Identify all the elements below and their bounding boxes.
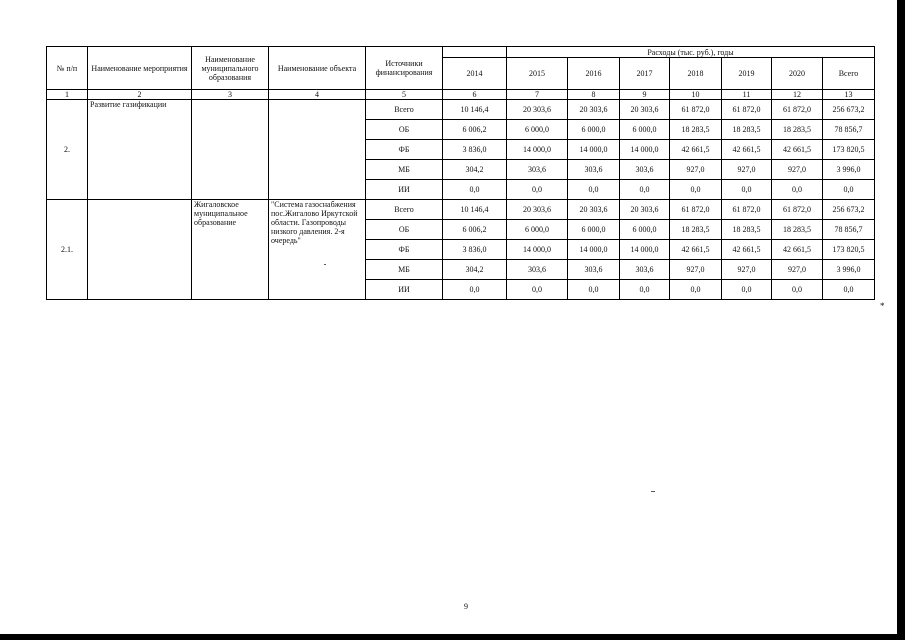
- year-value-cell: 927,0: [670, 260, 722, 280]
- scan-speck: [651, 491, 655, 492]
- year-value-cell: 18 283,5: [670, 220, 722, 240]
- year-value-cell: 6 000,0: [620, 220, 670, 240]
- funding-source: ОБ: [366, 120, 443, 140]
- funding-source: Всего: [366, 200, 443, 220]
- column-index-cell: 13: [823, 90, 875, 100]
- total-value-cell: 78 856,7: [823, 220, 875, 240]
- year-value-cell: 303,6: [507, 260, 568, 280]
- column-index-cell: 6: [443, 90, 507, 100]
- year-value-cell: 0,0: [722, 180, 772, 200]
- year-value-cell: 3 836,0: [443, 240, 507, 260]
- year-value-cell: 0,0: [620, 280, 670, 300]
- year-value-cell: 0,0: [620, 180, 670, 200]
- event-name: Развитие газификации: [88, 100, 192, 200]
- year-value-cell: 0,0: [772, 280, 823, 300]
- year-value-cell: 18 283,5: [772, 220, 823, 240]
- funding-source: ФБ: [366, 140, 443, 160]
- year-value-cell: 927,0: [722, 260, 772, 280]
- column-index-cell: 11: [722, 90, 772, 100]
- header-expenses-group: Расходы (тыс. руб.), годы: [507, 47, 875, 58]
- year-value-cell: 303,6: [568, 260, 620, 280]
- year-value-cell: 20 303,6: [568, 200, 620, 220]
- year-value-cell: 0,0: [568, 280, 620, 300]
- row-number: 2.1.: [47, 200, 88, 300]
- header-sources: Источники финансирования: [366, 47, 443, 90]
- municipality-name: [192, 100, 269, 200]
- total-value-cell: 173 820,5: [823, 240, 875, 260]
- object-name: [269, 100, 366, 200]
- row-number: 2.: [47, 100, 88, 200]
- year-value-cell: 0,0: [443, 180, 507, 200]
- header-year: 2018: [670, 58, 722, 90]
- year-value-cell: 42 661,5: [722, 240, 772, 260]
- header-no: № п/п: [47, 47, 88, 90]
- header-total: Всего: [823, 58, 875, 90]
- year-value-cell: 20 303,6: [620, 200, 670, 220]
- year-value-cell: 0,0: [443, 280, 507, 300]
- funding-source: ОБ: [366, 220, 443, 240]
- year-value-cell: 18 283,5: [722, 220, 772, 240]
- year-value-cell: 42 661,5: [722, 140, 772, 160]
- scan-speck: [324, 264, 326, 265]
- funding-source: ФБ: [366, 240, 443, 260]
- year-value-cell: 14 000,0: [620, 240, 670, 260]
- total-value-cell: 78 856,7: [823, 120, 875, 140]
- year-value-cell: 61 872,0: [670, 200, 722, 220]
- year-value-cell: 42 661,5: [670, 140, 722, 160]
- year-value-cell: 0,0: [507, 280, 568, 300]
- year-value-cell: 303,6: [620, 160, 670, 180]
- year-value-cell: 42 661,5: [670, 240, 722, 260]
- column-index-cell: 2: [88, 90, 192, 100]
- year-value-cell: 18 283,5: [722, 120, 772, 140]
- page-number: 9: [464, 602, 468, 611]
- total-value-cell: 3 996,0: [823, 160, 875, 180]
- total-value-cell: 256 673,2: [823, 200, 875, 220]
- year-value-cell: 6 006,2: [443, 220, 507, 240]
- funding-source: ИИ: [366, 180, 443, 200]
- year-value-cell: 61 872,0: [722, 100, 772, 120]
- year-value-cell: 6 000,0: [507, 120, 568, 140]
- year-value-cell: 927,0: [670, 160, 722, 180]
- year-value-cell: 42 661,5: [772, 240, 823, 260]
- year-value-cell: 20 303,6: [568, 100, 620, 120]
- year-value-cell: 304,2: [443, 160, 507, 180]
- year-value-cell: 303,6: [620, 260, 670, 280]
- total-value-cell: 256 673,2: [823, 100, 875, 120]
- column-index-cell: 8: [568, 90, 620, 100]
- table-row: [47, 200, 875, 220]
- header-row-top: [47, 47, 875, 58]
- year-value-cell: 6 000,0: [507, 220, 568, 240]
- year-value-cell: 20 303,6: [507, 200, 568, 220]
- year-value-cell: 0,0: [670, 280, 722, 300]
- total-value-cell: 173 820,5: [823, 140, 875, 160]
- scan-border-bottom: [0, 634, 905, 640]
- column-index-cell: 4: [269, 90, 366, 100]
- year-value-cell: 0,0: [722, 280, 772, 300]
- budget-table: [46, 46, 875, 300]
- year-value-cell: 0,0: [670, 180, 722, 200]
- column-index-cell: 12: [772, 90, 823, 100]
- column-index-cell: 3: [192, 90, 269, 100]
- year-value-cell: 61 872,0: [772, 100, 823, 120]
- year-value-cell: 0,0: [568, 180, 620, 200]
- municipality-name: Жигаловское муниципальное образование: [192, 200, 269, 300]
- funding-source: Всего: [366, 100, 443, 120]
- header-year: 2019: [722, 58, 772, 90]
- column-index-cell: 1: [47, 90, 88, 100]
- year-value-cell: 20 303,6: [620, 100, 670, 120]
- total-value-cell: 0,0: [823, 180, 875, 200]
- year-value-cell: 3 836,0: [443, 140, 507, 160]
- year-value-cell: 304,2: [443, 260, 507, 280]
- year-value-cell: 14 000,0: [507, 240, 568, 260]
- funding-source: МБ: [366, 160, 443, 180]
- year-value-cell: 10 146,4: [443, 200, 507, 220]
- column-index-cell: 10: [670, 90, 722, 100]
- column-index-cell: 9: [620, 90, 670, 100]
- footnote-asterisk: *: [880, 301, 885, 311]
- year-value-cell: 61 872,0: [670, 100, 722, 120]
- header-year: 2015: [507, 58, 568, 90]
- header-event: Наименование мероприятия: [88, 47, 192, 90]
- year-value-cell: 18 283,5: [772, 120, 823, 140]
- header-year: 2014: [443, 58, 507, 90]
- year-value-cell: 14 000,0: [568, 140, 620, 160]
- column-index-cell: 7: [507, 90, 568, 100]
- year-value-cell: 6 006,2: [443, 120, 507, 140]
- year-value-cell: 6 000,0: [568, 120, 620, 140]
- year-value-cell: 10 146,4: [443, 100, 507, 120]
- year-value-cell: 0,0: [772, 180, 823, 200]
- year-value-cell: 61 872,0: [772, 200, 823, 220]
- event-name: [88, 200, 192, 300]
- year-value-cell: 42 661,5: [772, 140, 823, 160]
- column-index-cell: 5: [366, 90, 443, 100]
- year-value-cell: 18 283,5: [670, 120, 722, 140]
- year-value-cell: 303,6: [507, 160, 568, 180]
- year-value-cell: 6 000,0: [620, 120, 670, 140]
- object-name: "Система газоснабжения пос.Жигалово Иркутской области. Газопроводы низкого давления. 2-я очередь": [269, 200, 366, 300]
- year-value-cell: 61 872,0: [722, 200, 772, 220]
- year-value-cell: 6 000,0: [568, 220, 620, 240]
- year-value-cell: 14 000,0: [568, 240, 620, 260]
- year-value-cell: 20 303,6: [507, 100, 568, 120]
- header-object: Наименование объекта: [269, 47, 366, 90]
- header-year: 2016: [568, 58, 620, 90]
- year-value-cell: 14 000,0: [620, 140, 670, 160]
- column-index-row: [47, 90, 875, 100]
- header-municipality: Наименование муниципального образования: [192, 47, 269, 90]
- table-row: [47, 100, 875, 120]
- year-value-cell: 927,0: [772, 260, 823, 280]
- year-value-cell: 303,6: [568, 160, 620, 180]
- year-value-cell: 14 000,0: [507, 140, 568, 160]
- year-value-cell: 0,0: [507, 180, 568, 200]
- total-value-cell: 3 996,0: [823, 260, 875, 280]
- funding-source: ИИ: [366, 280, 443, 300]
- year-value-cell: 927,0: [772, 160, 823, 180]
- table-body: [47, 47, 875, 300]
- total-value-cell: 0,0: [823, 280, 875, 300]
- header-year: 2017: [620, 58, 670, 90]
- funding-source: МБ: [366, 260, 443, 280]
- header-year: 2020: [772, 58, 823, 90]
- header-blank-cell: [443, 47, 507, 58]
- year-value-cell: 927,0: [722, 160, 772, 180]
- scan-border-right: [897, 0, 905, 640]
